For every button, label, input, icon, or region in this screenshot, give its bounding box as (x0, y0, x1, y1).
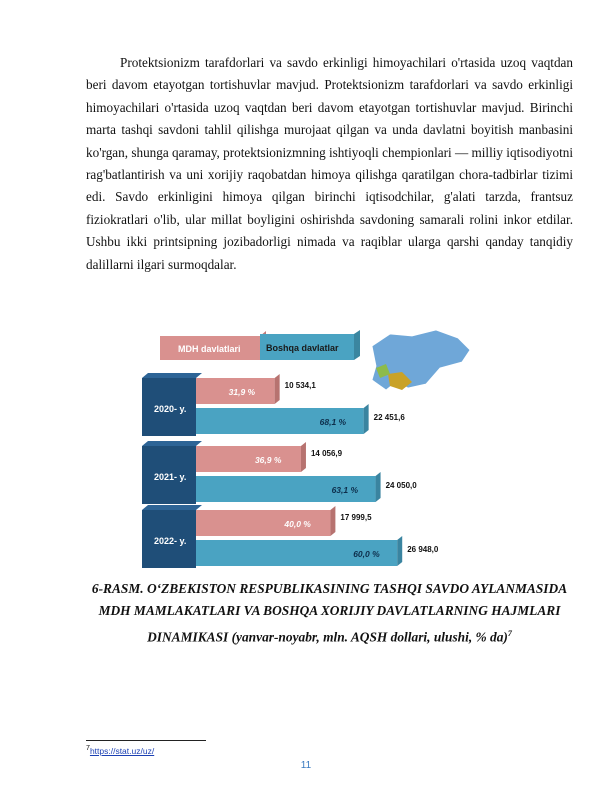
body-paragraph: Protektsionizm tarafdorlari va savdo erkinligi himoyachilari o'rtasida uzoq vaqtdan beri davom etayotgan tortishuvlar mavjud. Protektsionizm tarafdorlari va savdo erkinligi himoyachilari o'rtasida uzoq vaqtdan beri davom etayotgan tortishuvlar mavjud. Birinchi marta tashqi savdoni tahlil qilishga murojaat qilgan va unda davlatni boyitish manbasini ko'rgan, shunga qaramay, protektsionizmning ishtiyoqli chempionlari — milliy iqtisodiyotni rag'batlantirish va uni xorijiy raqobatdan himoya qilishga qaratilgan chora-tadbirlar tizimi edi. Savdo erkinligini himoya qilgan birinchi iqtisodchilar, g'alati tarzda, frantsuz fiziokratlari o'lib, ular millat boyligini oshirishda savdoning samarali rolini inkor etdilar. Ushbu ikki printsipning jozibadorligi nimada va raqiblar ularga qarshi qanday tanqidiy dalillarni ilgari surmoqdalar. (86, 55, 573, 272)
bar-boshqa-share-label: 68,1 % (319, 417, 347, 427)
bar-mdh-value-label: 14 056,9 (310, 449, 343, 458)
bar-mdh-share-label: 31,9 % (228, 387, 256, 397)
year-label: 2020- y. (154, 404, 187, 414)
bar-mdh-value-label: 10 534,1 (284, 381, 316, 390)
bar-mdh-value-label: 17 999,5 (340, 513, 372, 522)
caption-text: 6-RASM. O‘ZBEKISTON RESPUBLIKASINING TASHQI SAVDO AYLANMASIDA MDH MAMLAKATLARI VA BOSHQA XORIJIY DAVLATLARNING HAJMLARI DINAMIKASI (yanvar-noyabr, mln. AQSH dollari, ulushi, % da) (91, 581, 568, 645)
bar-boshqa-side (376, 472, 381, 502)
legend-mdh-label: MDH davlatlari (178, 344, 241, 354)
footnote-link[interactable]: https://stat.uz/uz/ (89, 745, 155, 756)
year-label: 2021- y. (154, 472, 187, 482)
caption-footnote-ref: 7 (507, 628, 512, 638)
year-block-top (142, 373, 202, 378)
trade-chart (140, 328, 480, 572)
bar-boshqa-side (364, 404, 369, 434)
figure-caption (86, 578, 573, 649)
bar-boshqa-side (397, 536, 402, 566)
bar-boshqa-share-label: 60,0 % (353, 549, 380, 559)
bar-mdh-side (301, 442, 306, 472)
map-icon (372, 330, 470, 390)
page-number: 11 (300, 760, 312, 771)
legend-boshqa-label: Boshqa davlatlar (266, 343, 339, 353)
year-block-top (142, 505, 202, 510)
bar-boshqa-value-label: 22 451,6 (373, 413, 405, 422)
bar-mdh-side (275, 374, 280, 404)
footnote-number: 7 (86, 744, 90, 752)
bar-mdh-side (330, 506, 335, 536)
bar-mdh-share-label: 40,0 % (284, 519, 311, 529)
bar-boshqa-value-label: 26 948,0 (407, 545, 439, 554)
year-label: 2022- y. (154, 536, 187, 546)
year-block-top (142, 441, 202, 446)
bar-mdh (196, 446, 301, 472)
bar-boshqa-value-label: 24 050,0 (385, 481, 417, 490)
legend-boshqa-side (354, 330, 360, 360)
footnote-divider (86, 740, 206, 741)
bar-boshqa-share-label: 63,1 % (331, 485, 359, 495)
footnote (86, 744, 154, 756)
bar-mdh-share-label: 36,9 % (254, 455, 282, 465)
